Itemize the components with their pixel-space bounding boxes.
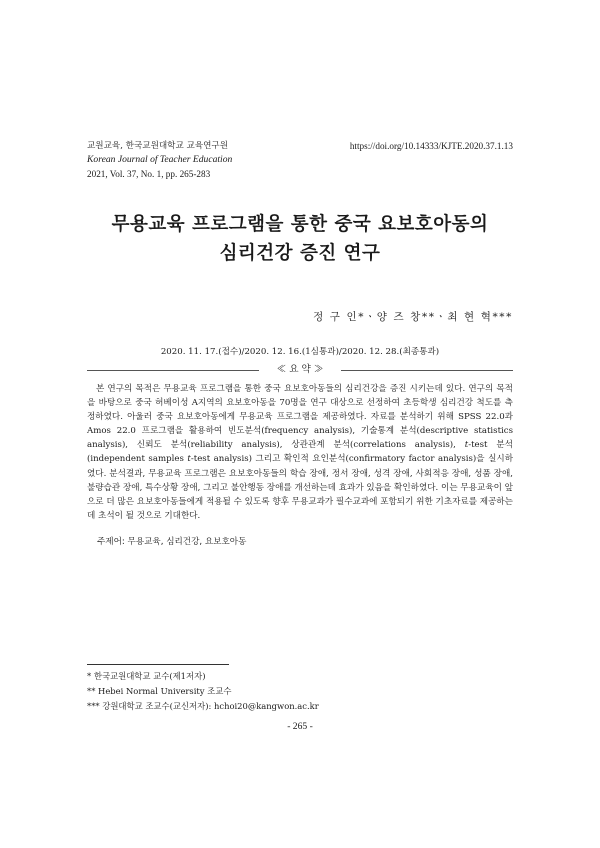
- abstract-part-1: 본 연구의 목적은 무용교육 프로그램을 통한 중국 요보호아동들의 심리건강을 증진 시키는데 있다. 연구의 목적을 바탕으로 중국 허베이성 A지역의 요보호아동을 70명을 연구 대상으로 선정하여 초등학생 심리건강 척도를 측정하였다. 아울러 중국 요보호아동에게 무용교육 프로그램을 제공하였다. 자료를 분석하기 위해 SPSS 22.0과 Amos 22.0 프로그램을 활용하여 빈도분석(frequency analysis), 기술통계 분석(descriptive statistics analysis), 신뢰도 분석(reliability analysis), 상관관계 분석(correlations analysis),: [87, 384, 513, 451]
- journal-header: [87, 139, 232, 181]
- title-line-2: 심리건강 증진 연구: [219, 243, 381, 264]
- abstract: [87, 382, 513, 523]
- footnote-2: ** Hebei Normal University 조교수: [87, 686, 232, 696]
- publisher: 교원교육, 한국교원대학교 교육연구원: [87, 141, 229, 151]
- abstract-t-2: t: [187, 454, 191, 465]
- page-number: - 265 -: [287, 721, 313, 732]
- footnote-1: * 한국교원대학교 교수(제1저자): [87, 671, 206, 681]
- keywords: 주제어: 무용교육, 심리건강, 요보호아동: [97, 537, 247, 547]
- paper-title: [0, 210, 600, 268]
- footnote-divider: [87, 664, 229, 665]
- abstract-t-1: t: [464, 440, 469, 451]
- review-dates: 2020. 11. 17.(접수)/2020. 12. 16.(1심통과)/2020. 12. 28.(최종통과): [160, 347, 440, 357]
- authors: 정 구 인*ㆍ양 즈 창**ㆍ최 현 혁***: [313, 311, 513, 323]
- volume-info: 2021, Vol. 37, No. 1, pp. 265-283: [87, 169, 211, 179]
- summary-label: ≪ 요 약 ≫: [276, 364, 324, 375]
- summary-rule-left: [87, 370, 259, 371]
- abstract-part-2: -test 분석(independent samples: [87, 440, 513, 465]
- abstract-part-3: -test analysis) 그리고 확인적 요인분석(confirmatory factor analysis)을 실시하였다. 분석결과, 무용교육 프로그램은 요보호아동들의 학습 장애, 정서 장애, 성격 장애, 사회적응 장애, 성품 장애, 불량습관 장애, 특수상황 장애, 그리고 불안행동 장애를 개선하는데 효과가 있음을 확인하였다. 이는 무용교육이 앞으로 더 많은 요보호아동들에게 적용될 수 있도록 향후 무용교과가 필수교과에 포함되기 위한 기초자료를 제공하는데 초석이 될 것으로 기대한다.: [87, 454, 513, 521]
- journal-english-name: Korean Journal of Teacher Education: [87, 154, 233, 165]
- title-line-1: 무용교육 프로그램을 통한 중국 요보호아동의: [111, 214, 489, 235]
- footnotes: [87, 669, 319, 714]
- doi-link[interactable]: https://doi.org/10.14333/KJTE.2020.37.1.13: [349, 141, 513, 151]
- summary-rule-right: [341, 370, 513, 371]
- summary-heading: [87, 363, 513, 377]
- footnote-3: *** 강원대학교 조교수(교신저자): hchoi20@kangwon.ac.kr: [87, 701, 319, 711]
